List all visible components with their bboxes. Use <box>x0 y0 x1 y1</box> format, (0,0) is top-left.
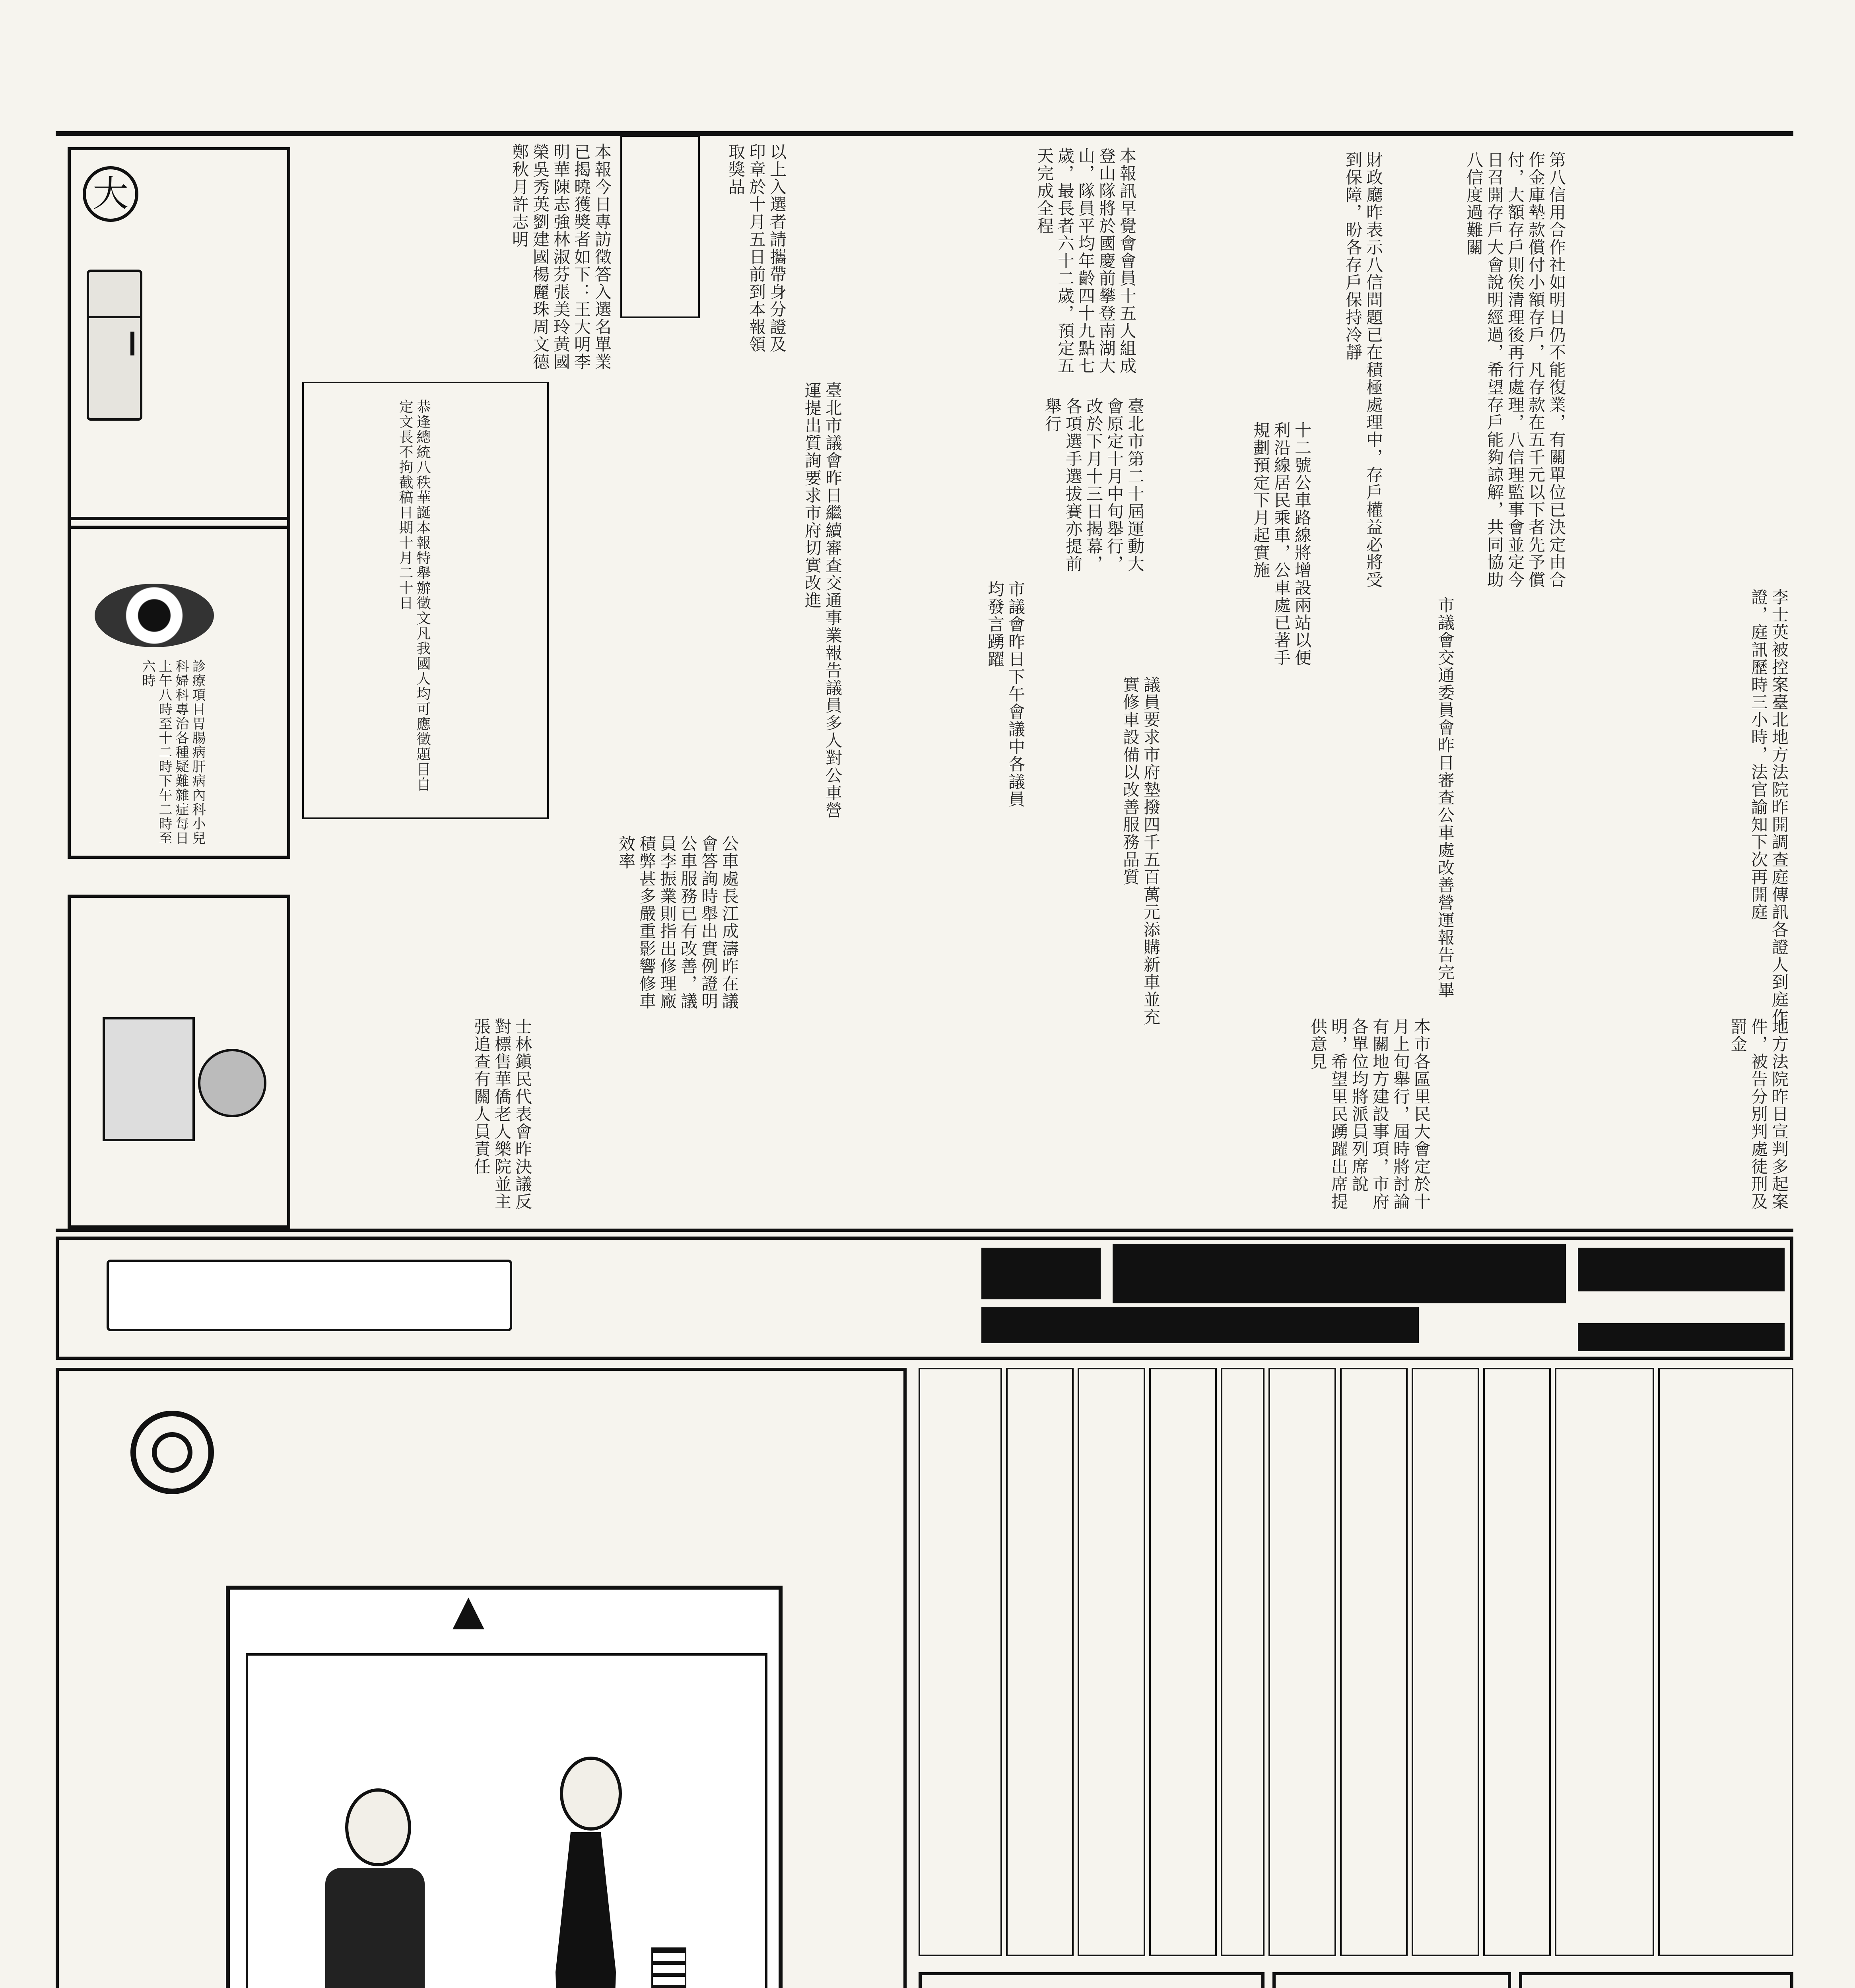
medicine-pobox <box>1578 1323 1785 1351</box>
medicine-brand-en <box>1578 1248 1785 1291</box>
tatung-logo: 大 <box>83 166 138 222</box>
school-ad <box>1412 1368 1479 1956</box>
eye-illustration <box>95 584 214 647</box>
tender-ad <box>1272 1972 1511 1988</box>
section-rule-top <box>56 1229 1793 1232</box>
lady-figure <box>524 1757 651 1988</box>
court-body: 李士英被控案臺北地方法院昨開調查庭傳訊各證人到庭作證，庭訊歷時三小時，法官諭知下次再開庭 <box>1749 588 1789 1026</box>
column-article: 臺北市議會昨日繼續審查交通事業報告議員多人對公車營運提出質詢要求市府切實改進 <box>802 382 843 819</box>
stove-illustration <box>87 1001 270 1152</box>
celebrate-body: 恭逢總統八秩華誕本報特舉辦徵文凡我國人均可應徵題目自定文長不拘截稿日期十月二十日 <box>397 399 431 792</box>
school-ad <box>1483 1368 1551 1956</box>
masthead-rule <box>56 131 1793 136</box>
school-ad <box>1149 1368 1217 1956</box>
school-ad <box>1268 1368 1336 1956</box>
misc-body: 本市各區里民大會定於十月上旬舉行，屆時將討論有關地方建設事項，市府各單位均將派員列席說明，希望里民踴躍出席提供意見 <box>1308 1018 1431 1210</box>
survey-list-2: 以上入選者請攜帶身分證及印章於十月五日前到本報領取獎品 <box>726 143 787 353</box>
bus-body-2: 議員要求市府墊撥四千五百萬元添購新車並充實修車設備以改善服務品質 <box>1121 676 1161 1026</box>
medicine-brand <box>1113 1244 1566 1303</box>
hitachi-ad <box>56 1368 907 1988</box>
fridge-illustration <box>87 270 142 421</box>
school-ad <box>1555 1368 1654 1956</box>
medicine-slogan-arrow <box>107 1260 512 1331</box>
celebrate-box <box>302 382 549 819</box>
school-ad <box>919 1368 1002 1956</box>
school-ad <box>1340 1368 1408 1956</box>
masthead <box>56 74 1793 133</box>
news-body-mid: 十二號公車路線將增設兩站以便利沿線居民乘車，公車處已著手規劃預定下月起實施 <box>1251 421 1312 666</box>
medicine-ad <box>56 1237 1793 1360</box>
bellboy-figure <box>309 1788 437 1988</box>
survey-list: 本報今日專訪徵答入選名單業已揭曉獲獎者如下：王大明李明華陳志強林淑芬張美玲黃國榮吳秀英劉建國楊麗珠周文德鄭秋月許志明 <box>510 143 612 371</box>
lead-article-body-2: 財政廳昨表示八信問題已在積極處理中，存戶權益必將受到保障，盼各存戶保持冷靜 <box>1343 151 1383 588</box>
misc-body-2: 地方法院昨日宣判多起案件，被告分別判處徒刑及罰金 <box>1728 1018 1789 1210</box>
school-ad <box>1658 1368 1793 1956</box>
tatung-ad <box>68 147 290 529</box>
climb-article-body: 本報訊早覺會會員十五人組成登山隊將於國慶前攀登南湖大山，隊員平均年齡四十九點七歲，最長者六十二歲，預定五天完成全程 <box>1035 147 1137 375</box>
doctor-body: 診療項目胃腸病肝病內科小兒科婦科專治各種疑難雜症每日上午八時至十二時下午二時至六時 <box>140 659 206 845</box>
hitachi-logo <box>130 1411 214 1494</box>
nysco-logo <box>981 1248 1101 1299</box>
stove-ad <box>68 895 290 1229</box>
protest-body: 士林鎭民代表會昨決議反對標售華僑老人樂院並主張追查有關人員責任 <box>472 1018 532 1210</box>
column-article-2: 市議會昨日下午會議中各議員均發言踴躍 <box>985 580 1026 808</box>
school-ad <box>1006 1368 1074 1956</box>
lead-article-body: 第八信用合作社如明日仍不能復業，有關單位已決定由合作金庫墊款償付小額存戶，凡存款在五千元以下者先予償付，大額存戶則俟清理後再行處理，八信理監事會並定今日召開存戶大會說明經過，希望存戶能夠諒解，共同協助八信度過難關 <box>1464 151 1566 588</box>
medicine-agent <box>981 1307 1419 1343</box>
survey-box <box>620 135 700 318</box>
school-ads <box>919 1368 1793 1956</box>
recruit-ad <box>1519 1972 1793 1988</box>
cti-ad <box>919 1972 1265 1988</box>
school-ad <box>1078 1368 1145 1956</box>
sports-article-body: 臺北市第二十屆運動大會原定十月中旬舉行，改於下月十三日揭幕，各項選手選拔賽亦提前舉行 <box>1043 398 1145 573</box>
medicine-conditions <box>528 1248 965 1351</box>
doctor-ad <box>68 517 290 859</box>
bus-body: 市議會交通委員會昨日審查公車處改善營運報告完畢 <box>1435 596 1455 999</box>
jiang-body: 公車處長江成濤昨在議會答詢時舉出實例證明公車服務已有改善，議員李振業則指出修理廠積弊甚多嚴重影響修車效率 <box>616 835 739 1010</box>
school-ad <box>1221 1368 1265 1956</box>
elevator-illustration <box>226 1586 783 1988</box>
